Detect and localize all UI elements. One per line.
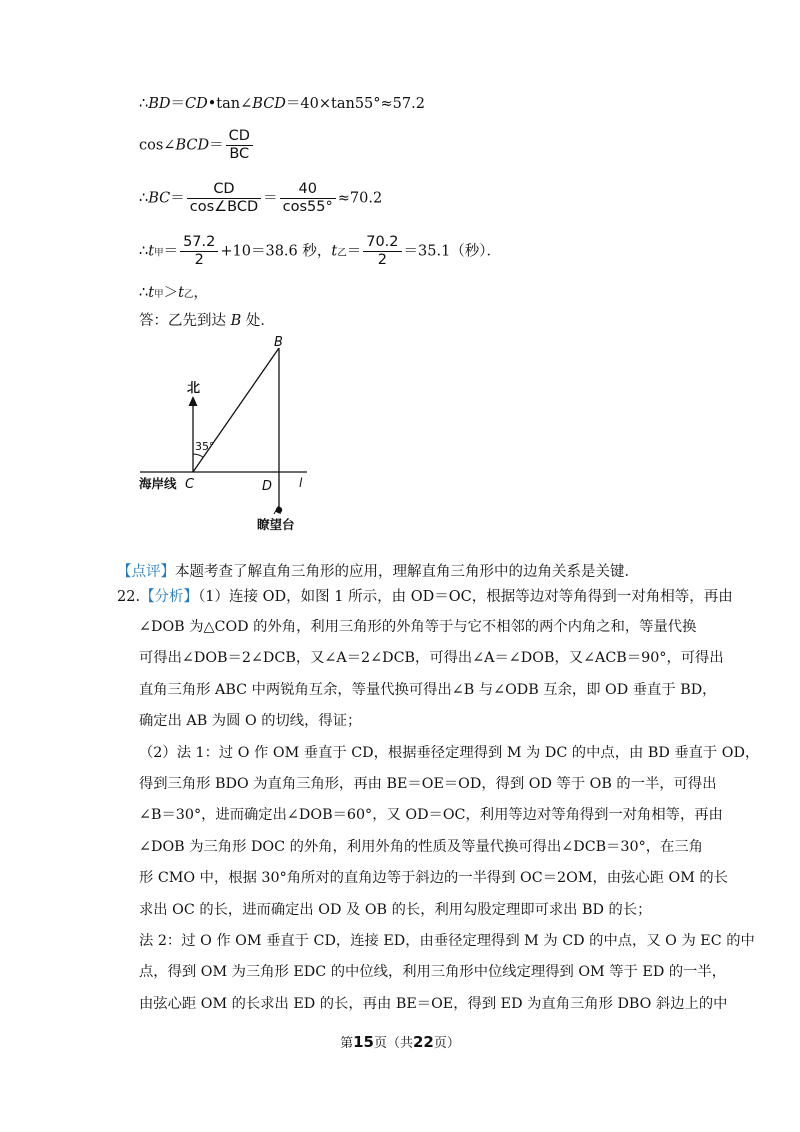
page-number: 15	[353, 1033, 374, 1051]
page-footer: 第15页（共22页）	[340, 1033, 460, 1051]
q22-line: 法 2：过 O 作 OM 垂直于 CD，连接 ED，由垂径定理得到 M 为 CD 的中点，又 O 为 EC 的中	[139, 933, 755, 950]
comment-tag: 【点评】	[117, 564, 175, 580]
q22-line: ∠DOB 为△COD 的外角，利用三角形的外角等于与它不相邻的两个内角之和，等量代换	[139, 619, 697, 635]
q22-line: （2）法 1：过 O 作 OM 垂直于 CD，根据垂径定理得到 M 为 DC 的中点，由 BD 垂直于 OD，	[139, 744, 760, 761]
q22-line: ∠DOB 为三角形 DOC 的外角，利用外角的性质及等量代换可得出∠DCB＝30°，在三角	[139, 838, 703, 855]
label-l: l	[299, 476, 303, 490]
q22-line: 直角三角形 ABC 中两锐角互余，等量代换可得出∠B 与∠ODB 互余，即 OD 垂直于 BD，	[139, 681, 717, 698]
angle-arc	[193, 454, 204, 458]
q22-line: ∠B＝30°，进而确定出∠DOB＝60°，又 OD＝OC，利用等边对等角得到一对角相等，再由	[139, 807, 723, 824]
equation-compare: ∴t甲＞t乙，	[139, 285, 208, 301]
label-a: A	[274, 504, 282, 517]
q22-number: 22.	[117, 589, 141, 605]
q22-line: 求出 OC 的长，进而确定出 OD 及 OB 的长，利用勾股定理即可求出 BD 的长；	[139, 901, 652, 918]
comment-line	[117, 562, 639, 582]
page-total: 22	[413, 1033, 434, 1051]
label-angle: 35°	[195, 440, 215, 453]
q22-line: 确定出 AB 为圆 O 的切线，得证；	[139, 713, 362, 730]
equation-bd: ∴BD＝CD•tan∠BCD＝40×tan55°≈57.2	[139, 96, 425, 112]
equation-bc: ∴BC＝ $\frac{CD}{\text{cos∠BCD}}$ ＝ $\frac{40}{\cos 55^\circ}$ ≈70.2	[139, 181, 383, 215]
equation-cos-bcd: cos∠BCD＝ $\frac{CD}{BC}$	[139, 128, 255, 163]
q22-line: 由弦心距 OM 的长求出 ED 的长，再由 BE＝OE，得到 ED 为直角三角形 DBO 斜边上的中	[139, 995, 728, 1012]
q22-line: 形 CMO 中，根据 30°角所对的直角边等于斜边的一半得到 OC＝2OM，由弦心距 OM 的长	[139, 870, 728, 887]
label-tower: 瞭望台	[257, 517, 295, 532]
north-arrow-head	[189, 396, 198, 406]
label-c: C	[185, 477, 195, 492]
q22-line: 点，得到 OM 为三角形 EDC 的中位线，利用三角形中位线定理得到 OM 等于 ED 的一半，	[139, 964, 727, 981]
q22-tag: 【分析】	[140, 589, 199, 605]
q22-line: 得到三角形 BDO 为直角三角形，再由 BE＝OE＝OD，得到 OD 等于 OB 的一半，可得出	[139, 776, 717, 793]
comment-text: 本题考查了解直角三角形的应用，理解直角三角形中的边角关系是关键．	[175, 564, 639, 580]
q22-analysis	[139, 612, 760, 1020]
q22-line: 可得出∠DOB＝2∠DCB，又∠A＝2∠DCB，可得出∠A＝∠DOB，又∠ACB＝90°，可得出	[139, 650, 724, 667]
label-b: B	[274, 335, 283, 350]
answer-line: 答：乙先到达 B 处．	[139, 313, 275, 329]
segment-cb	[193, 348, 279, 472]
geometry-figure	[135, 332, 325, 537]
label-d: D	[262, 479, 273, 494]
q22-heading	[117, 587, 733, 607]
q22-line-0: （1）连接 OD，如图 1 所示，由 OD＝OC，根据等边对等角得到一对角相等，再由	[198, 589, 733, 605]
equation-times: ∴t甲＝ $\frac{57.2}{2}$ +10＝38.6 秒，t乙＝ $\frac{70.2}{2}$ ＝35.1（秒）．	[139, 234, 502, 268]
label-north: 北	[187, 381, 201, 396]
label-coast: 海岸线	[139, 476, 177, 491]
